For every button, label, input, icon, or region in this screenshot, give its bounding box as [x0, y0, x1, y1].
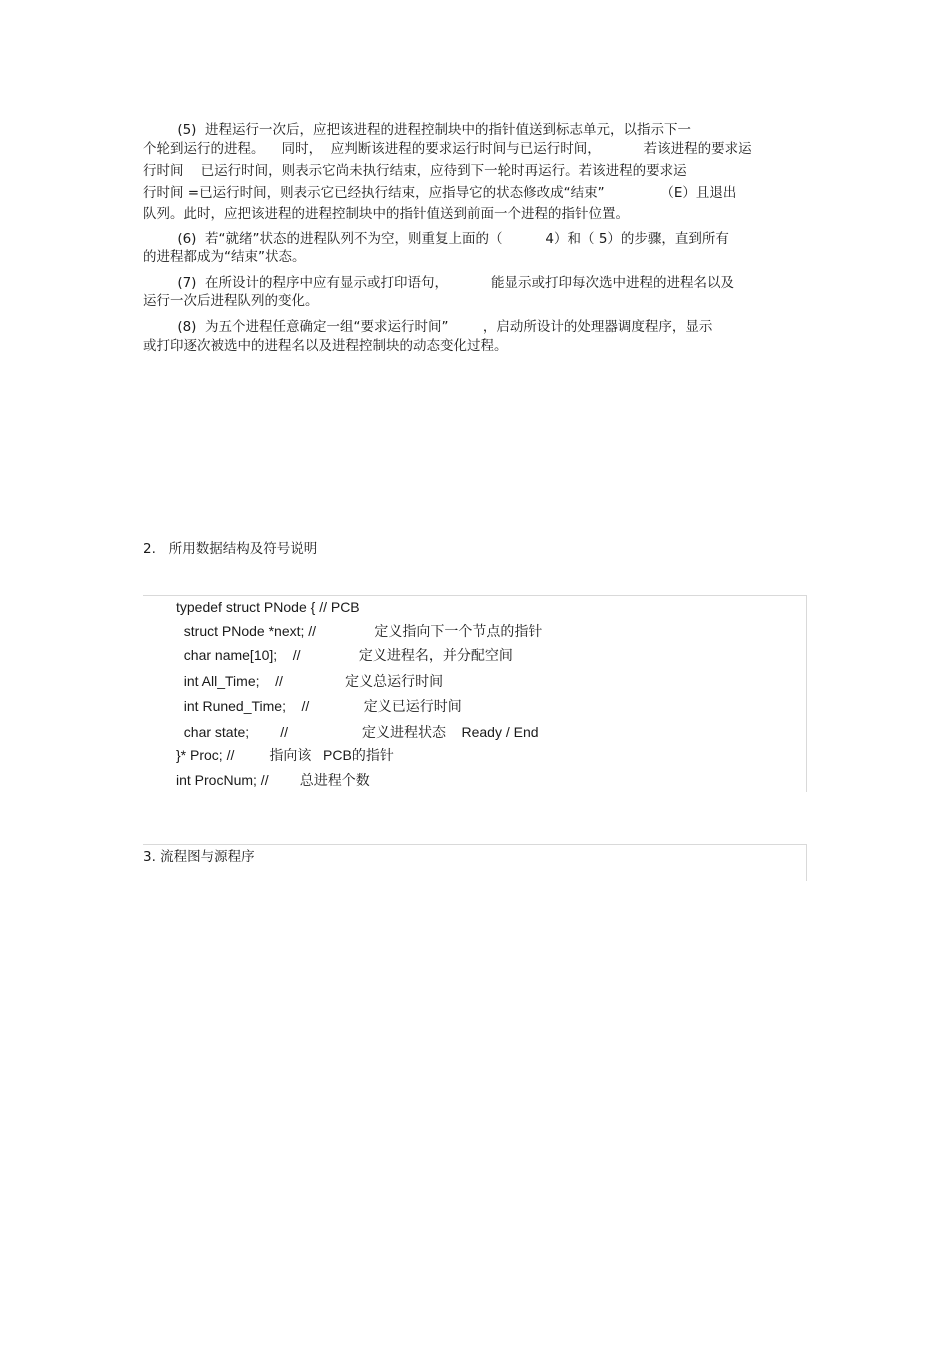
- p5-line-3: 行时间 已运行时间，则表示它尚未执行结束，应待到下一轮时再运行。若该进程的要求运: [143, 163, 687, 179]
- p7-line-2: 运行一次后进程队列的变化。: [143, 293, 319, 309]
- code-line-2: struct PNode *next; // 定义指向下一个节点的指针: [176, 623, 543, 639]
- p5-line-5: 队列。此时，应把该进程的进程控制块中的指针值送到前面一个进程的指针位置。: [143, 206, 629, 222]
- p7-line-1: (7) 在所设计的程序中应有显示或打印语句， 能显示或打印每次选中进程的进程名以及: [143, 275, 734, 291]
- p6-line-2: 的进程都成为“结束”状态。: [143, 249, 306, 265]
- code-line-7: }* Proc; // 指向该 PCB的指针: [176, 747, 394, 763]
- p5-line-4: 行时间 =已运行时间，则表示它已经执行结束，应指导它的状态修改成“结束” （E）且退出: [143, 185, 737, 201]
- code-box: [143, 595, 807, 792]
- p8-line-1: (8) 为五个进程任意确定一组“要求运行时间” ，启动所设计的处理器调度程序，显示: [143, 319, 713, 335]
- code-line-6: char state; // 定义进程状态 Ready / End: [176, 724, 539, 740]
- section-3-heading: 3. 流程图与源程序: [143, 849, 255, 865]
- code-line-1: typedef struct PNode { // PCB: [176, 599, 360, 615]
- p5-line-2: 个轮到运行的进程。 同时， 应判断该进程的要求运行时间与已运行时间， 若该进程的要求运: [143, 141, 752, 157]
- p5-line-1: (5) 进程运行一次后，应把该进程的进程控制块中的指针值送到标志单元，以指示下一: [143, 122, 692, 138]
- code-line-3: char name[10]; // 定义进程名，并分配空间: [176, 647, 513, 663]
- code-line-4: int All_Time; // 定义总运行时间: [176, 673, 444, 689]
- section-2-heading: 2. 所用数据结构及符号说明: [143, 541, 318, 557]
- code-line-8: int ProcNum; // 总进程个数: [176, 772, 370, 788]
- section-3-box: [143, 844, 807, 881]
- p6-line-1: (6) 若“就绪”状态的进程队列不为空，则重复上面的（ 4）和（ 5）的步骤，直到所有: [143, 231, 729, 247]
- code-line-5: int Runed_Time; // 定义已运行时间: [176, 698, 462, 714]
- p8-line-2: 或打印逐次被选中的进程名以及进程控制块的动态变化过程。: [143, 338, 508, 354]
